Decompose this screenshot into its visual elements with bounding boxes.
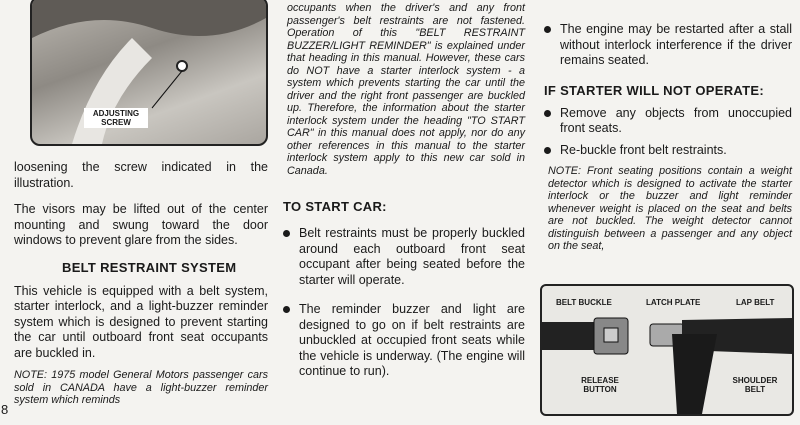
paragraph: loosening the screw indicated in the illustration. [14, 160, 268, 190]
belt-illustration [540, 284, 794, 416]
shoulder-belt-label: SHOULDER BELT [732, 376, 778, 394]
section-heading: BELT RESTRAINT SYSTEM [62, 259, 237, 275]
visor-illustration [30, 0, 268, 146]
note: NOTE: 1975 model General Motors passenger cars sold in CANADA have a light-buzzer reminder system which reminds [14, 369, 268, 406]
visor-drawing [32, 0, 266, 144]
adjusting-screw-label: ADJUSTING SCREW [84, 108, 148, 128]
paragraph: The visors may be lifted out of the center mounting and swung toward the door windows to prevent glare from the sides. [14, 202, 268, 247]
section-heading: IF STARTER WILL NOT OPERATE: [544, 82, 764, 98]
bullet-item: The engine may be restarted after a stall without interlock interference if the driver remains seated. [544, 22, 792, 69]
bullet-item: Re-buckle front belt restraints. [544, 143, 792, 159]
bullet-item: Belt restraints must be properly buckled around each outboard front seat occupant after being seated before the starter will operate. [283, 226, 525, 288]
release-button-label: RELEASE BUTTON [581, 376, 619, 394]
note-continued: occupants when the driver's and any front passenger's belt restraints are not fastened. Operation of this "BELT RESTRAINT BUZZER/LIGHT REMINDER" is explained under that heading in this manual. However, these cars do NOT have a starter interlock system - a system which prevents starting the car until the driver and the right front passenger are buckled up. Therefore, the information about the starter interlock system under the heading "TO START CAR" in this manual does not apply, nor do any other references in this manual to the starter interlock system apply to this new car sold in Canada. [287, 2, 525, 177]
bullet-item: Remove any objects from unoccupied front seats. [544, 106, 792, 137]
lap-belt-label: LAP BELT [736, 298, 775, 307]
latch-plate-label: LATCH PLATE [646, 298, 701, 307]
bullet-item: The reminder buzzer and light are designed to go on if belt restraints are unbuckled at occupied front seats while the vehicle is underway. (The engine will continue to run). [283, 302, 525, 380]
note: NOTE: Front seating positions contain a weight detector which is designed to activate the starter interlock or the buzzer and light reminder whenever weight is placed on the seat and belts are not buckled. The weight detector cannot distinguish between a passenger and any object on the seat, [548, 165, 792, 252]
section-heading: TO START CAR: [283, 199, 387, 214]
paragraph: This vehicle is equipped with a belt system, starter interlock, and a light-buzzer reminder system which is designed to prevent starting the car until outboard front seat occupants are buckled in. [14, 283, 268, 360]
belt-buckle-label: BELT BUCKLE [556, 298, 612, 307]
page-number: 8 [1, 402, 9, 417]
